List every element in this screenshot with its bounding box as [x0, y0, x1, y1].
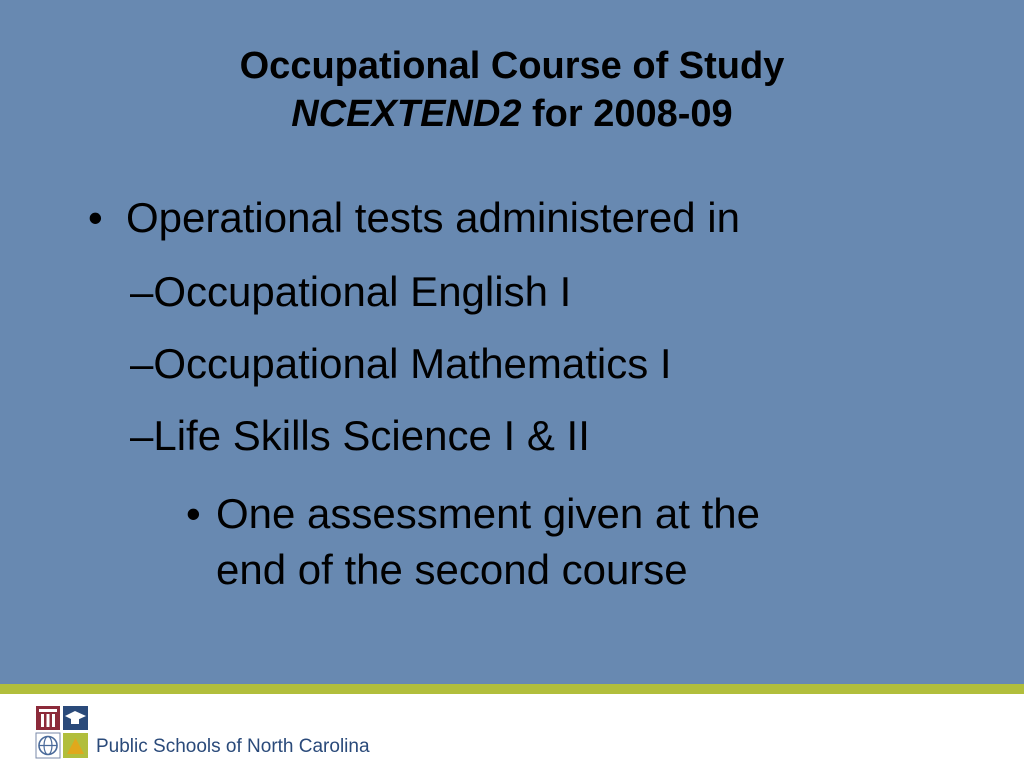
sub-bullet-item: [130, 264, 571, 320]
title-line-1: Occupational Course of Study: [239, 45, 785, 87]
sub-bullet-item: [130, 408, 590, 464]
sub-bullet-item: [130, 336, 672, 392]
dash-marker: –: [130, 412, 154, 459]
sub-bullet-text: Occupational Mathematics I: [153, 340, 672, 387]
dpi-logo-icon: [34, 704, 90, 760]
bullet-item: [88, 190, 740, 246]
dash-marker: –: [130, 268, 154, 315]
bullet-marker: •: [186, 490, 201, 537]
footer: [0, 694, 1024, 768]
title-italic-term: NCEXTEND2: [291, 93, 522, 135]
sub-bullet-text: Occupational English I: [153, 268, 572, 315]
footer-org-name: Public Schools of North Carolina: [96, 736, 370, 757]
sub-sub-bullet-item: [186, 486, 760, 598]
bullet-marker: •: [88, 194, 103, 241]
dash-marker: –: [130, 340, 154, 387]
bullet-text: Operational tests administered in: [126, 194, 740, 241]
sub-sub-bullet-line-2: end of the second course: [216, 546, 688, 593]
title-line-2-rest: for 2008-09: [521, 93, 733, 135]
sub-bullet-text: Life Skills Science I & II: [153, 412, 590, 459]
sub-sub-bullet-line-1: One assessment given at the: [216, 490, 760, 537]
accent-bar: [0, 684, 1024, 694]
